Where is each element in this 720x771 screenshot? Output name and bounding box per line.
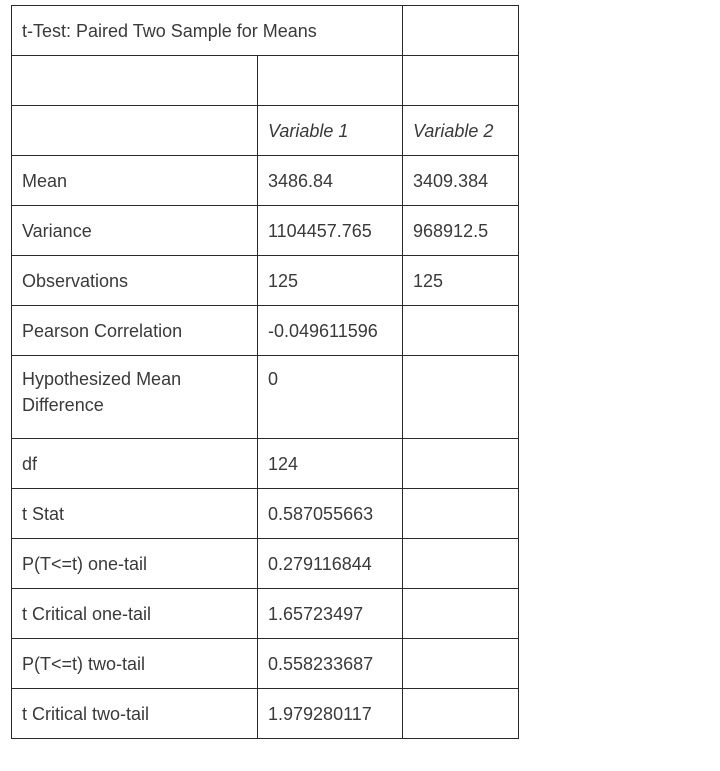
variable-2-value xyxy=(403,356,519,439)
row-label: Hypothesized Mean Difference xyxy=(12,356,258,439)
row-label: t Critical two-tail xyxy=(12,689,258,739)
variable-2-value: 968912.5 xyxy=(403,206,519,256)
row-label: Pearson Correlation xyxy=(12,306,258,356)
table-row xyxy=(12,539,519,589)
table-row xyxy=(12,306,519,356)
variable-1-value: 0.279116844 xyxy=(258,539,403,589)
row-label: Mean xyxy=(12,156,258,206)
variable-1-value: 3486.84 xyxy=(258,156,403,206)
variable-2-value xyxy=(403,539,519,589)
header-variable-1: Variable 1 xyxy=(258,106,403,156)
variable-1-value: 124 xyxy=(258,439,403,489)
empty-cell xyxy=(12,56,258,106)
variable-2-value xyxy=(403,689,519,739)
variable-2-value xyxy=(403,489,519,539)
table-row xyxy=(12,356,519,439)
table-row xyxy=(12,439,519,489)
variable-2-value xyxy=(403,639,519,689)
row-label: t Stat xyxy=(12,489,258,539)
empty-cell xyxy=(403,6,519,56)
variable-1-value: 125 xyxy=(258,256,403,306)
header-variable-2: Variable 2 xyxy=(403,106,519,156)
row-label: Variance xyxy=(12,206,258,256)
ttest-results-table xyxy=(11,5,519,739)
row-label: t Critical one-tail xyxy=(12,589,258,639)
variable-2-value xyxy=(403,306,519,356)
variable-1-value: 1.65723497 xyxy=(258,589,403,639)
variable-2-value: 3409.384 xyxy=(403,156,519,206)
table-title: t-Test: Paired Two Sample for Means xyxy=(12,6,403,56)
table-row xyxy=(12,206,519,256)
row-label: Observations xyxy=(12,256,258,306)
variable-2-value: 125 xyxy=(403,256,519,306)
table-row xyxy=(12,639,519,689)
variable-2-value xyxy=(403,589,519,639)
row-label: df xyxy=(12,439,258,489)
row-label: P(T<=t) one-tail xyxy=(12,539,258,589)
variable-1-value: -0.049611596 xyxy=(258,306,403,356)
header-row xyxy=(12,106,519,156)
variable-1-value: 0.558233687 xyxy=(258,639,403,689)
table-row xyxy=(12,256,519,306)
variable-1-value: 1.979280117 xyxy=(258,689,403,739)
empty-cell xyxy=(403,56,519,106)
row-label: P(T<=t) two-tail xyxy=(12,639,258,689)
variable-1-value: 0 xyxy=(258,356,403,439)
table-row xyxy=(12,489,519,539)
empty-cell xyxy=(258,56,403,106)
variable-1-value: 1104457.765 xyxy=(258,206,403,256)
title-row xyxy=(12,6,519,56)
blank-row xyxy=(12,56,519,106)
table-row xyxy=(12,156,519,206)
variable-1-value: 0.587055663 xyxy=(258,489,403,539)
header-cell-blank xyxy=(12,106,258,156)
table-row xyxy=(12,689,519,739)
variable-2-value xyxy=(403,439,519,489)
table-row xyxy=(12,589,519,639)
